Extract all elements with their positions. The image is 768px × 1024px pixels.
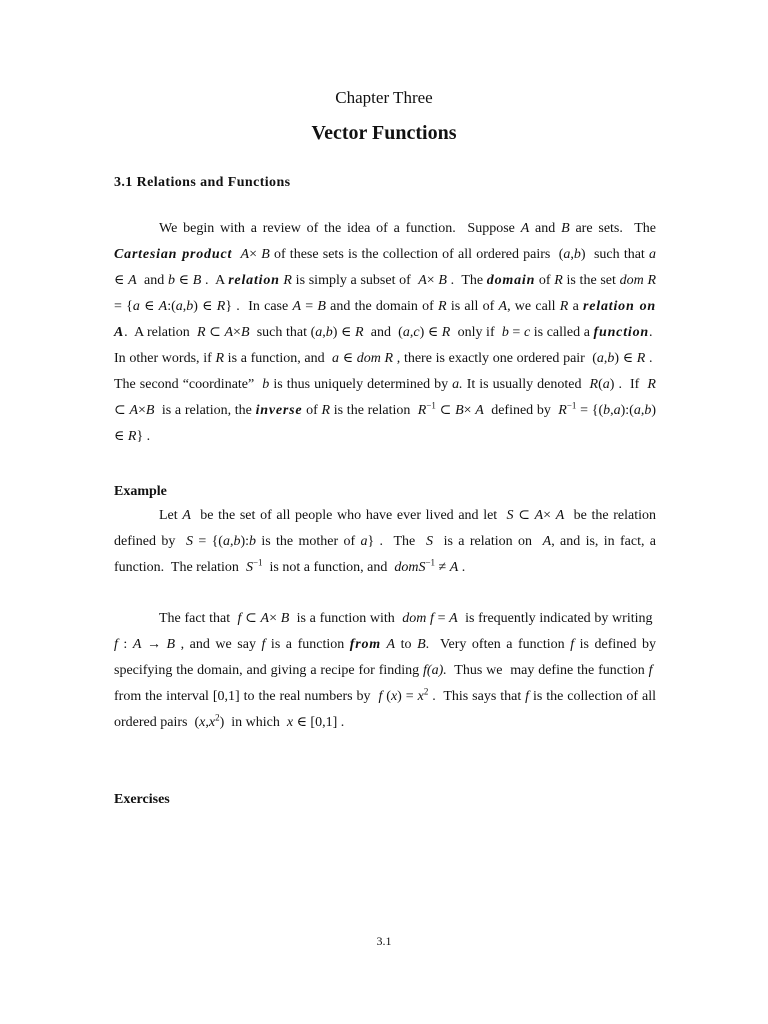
term-cartesian-product: Cartesian product (114, 247, 233, 262)
example-heading: Example (114, 484, 167, 499)
term-inverse: inverse (255, 403, 303, 418)
page-title: Vector Functions (311, 122, 457, 144)
paragraph-definitions: We begin with a review of the idea of a function. Suppose A and B are sets. The Cartesian product A× B of these sets is the collection of all ordered pairs (a,b) such that a ∈ A and b ∈ B . A relation R is simply a subset of A× B . The domain of R is the set dom R = {a ∈ A:(a,b) ∈ R} . In case A = B and the domain of R is all of A, we call R a relation on A. A relation R ⊂ A×B such that (a,b) ∈ R and (a,c) ∈ R only if b = c is called a function. In other words, if R is a function, and a ∈ dom R , there is exactly one ordered pair (a,b) ∈ R . The second “coordinate” b is thus uniquely determined by a. It is usually denoted R(a) . If R ⊂ A×B is a relation, the inverse of R is the relation $R^{-1}$ ⊂ B× A defined by $R^{-1}$ = {(b,a):(a,b) ∈ R} . (114, 221, 657, 444)
paragraph-notation: The fact that f ⊂ A× B is a function with dom f = A is frequently indicated by writing f : A → B , and we say f is a function from A to B. Very often a function f is defined by specifying the domain, and giving a recipe for finding f(a). Thus we may define the function f from the interval [0,1] to the real numbers by f $(x) = x^2$ . This says that f is the collection of all ordered pairs $(x,x^2)$ in which x ∈ [0,1] . (114, 611, 657, 730)
chapter-label: Chapter Three (335, 88, 433, 107)
paragraph-example: Let A be the set of all people who have ever lived and let S ⊂ A× A be the relation defined by S = {(a,b):b is the mother of a} . The S is a relation on A, and is, in fact, a function. The relation $S^{-1}$ is not a function, and domS$^{-1}$ ≠ A . (114, 508, 657, 575)
term-relation-on: relation on A (114, 299, 656, 340)
exercises-heading: Exercises (114, 792, 170, 807)
term-from: from (349, 637, 381, 652)
term-domain: domain (486, 273, 536, 288)
term-function: function (593, 325, 649, 340)
term-relation: relation (228, 273, 280, 288)
section-heading: 3.1 Relations and Functions (114, 175, 291, 190)
page-number: 3.1 (376, 934, 392, 948)
